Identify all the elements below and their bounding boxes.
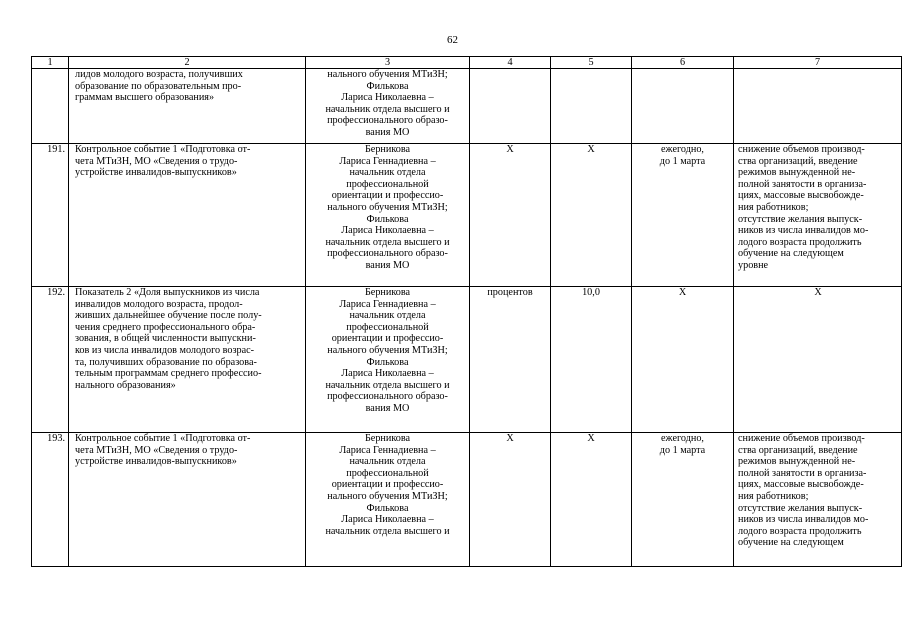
cell-text-line: профессионального образо- (327, 248, 448, 260)
row-risks-cell (734, 144, 902, 287)
cell-text-line: Лариса Николаевна – (341, 514, 434, 526)
cell-text-line: нального обучения МТиЗН; (327, 344, 448, 356)
cell-text-line: уровне (738, 259, 769, 271)
cell-text-line: циях, массовые высвобожде- (738, 190, 864, 202)
table-row (32, 144, 902, 287)
row-value-cell: 10,0 (551, 287, 632, 433)
row-deadline-cell (632, 144, 734, 287)
cell-text-line: зования, в общей численности выпускни- (75, 333, 256, 345)
cell-text-line: обучение на следующем (738, 248, 844, 260)
header-cell: 5 (551, 57, 632, 69)
cell-text-line: Лариса Николаевна – (341, 92, 434, 104)
header-cell: 1 (32, 57, 69, 69)
cell-text-line: полной занятости в организа- (738, 467, 867, 479)
page-number: 62 (447, 34, 458, 46)
header-cell: 7 (734, 57, 902, 69)
cell-text-line: та, получивших образование по образова- (75, 356, 257, 368)
cell-text-line: Х (678, 287, 687, 298)
cell-text-line: ников из числа инвалидов мо- (738, 225, 869, 237)
row-unit-cell: процентов (470, 287, 551, 433)
cell-text-line: ства организаций, введение (738, 444, 858, 456)
cell-text-line: ников из числа инвалидов мо- (738, 514, 869, 526)
cell-text-line: профессионального образо- (327, 391, 448, 403)
row-unit-cell (470, 69, 551, 144)
cell-text-line: тельным программам среднего профессио- (75, 368, 262, 380)
cell-text-line: ства организаций, введение (738, 155, 858, 167)
cell-text-line: инвалидов молодого возраста, продол- (75, 298, 243, 310)
cell-text-line: ориентации и профессио- (331, 333, 444, 345)
cell-text-line: граммам высшего образования» (75, 92, 215, 104)
row-unit-cell: Х (470, 144, 551, 287)
cell-text-line: начальник отдела (349, 310, 426, 322)
row-responsible-cell (306, 287, 470, 433)
table-row (32, 433, 902, 567)
header-cell: 6 (632, 57, 734, 69)
cell-text-line: начальник отдела (349, 456, 426, 468)
cell-text-line: начальник отдела высшего и (325, 525, 450, 537)
cell-text-line: начальник отдела высшего и (325, 379, 450, 391)
cell-text-line: Филькова (366, 80, 409, 92)
row-value-cell (551, 69, 632, 144)
cell-text-line: Филькова (366, 502, 409, 514)
header-cell: 2 (69, 57, 306, 69)
cell-text-line: вания МО (365, 402, 410, 414)
cell-text-line: Лариса Геннадиевна – (339, 298, 436, 310)
cell-text-line: Филькова (366, 356, 409, 368)
cell-text-line: Лариса Николаевна – (341, 368, 434, 380)
cell-text-line: циях, массовые высвобожде- (738, 479, 864, 491)
row-responsible-cell (306, 433, 470, 567)
row-number-cell: 192. (32, 287, 69, 433)
cell-text-line: нального обучения МТиЗН; (327, 490, 448, 502)
cell-text-line: вания МО (365, 259, 410, 271)
row-deadline-cell (632, 287, 734, 433)
row-number-cell: 193. (32, 433, 69, 567)
cell-text-line: устройстве инвалидов-выпускников» (75, 167, 237, 179)
cell-text-line: отсутствие желания выпуск- (738, 502, 863, 514)
cell-text-line: снижение объемов производ- (738, 433, 865, 444)
cell-text-line: Филькова (366, 213, 409, 225)
row-number-cell: 191. (32, 144, 69, 287)
header-cell: 3 (306, 57, 470, 69)
cell-text-line: отсутствие желания выпуск- (738, 213, 863, 225)
row-deadline-cell (632, 433, 734, 567)
cell-text-line: начальник отдела (349, 167, 426, 179)
table-row (32, 69, 902, 144)
cell-text-line: чета МТиЗН, МО «Сведения о трудо- (75, 155, 238, 167)
cell-text-line: лодого возраста продолжить (738, 525, 862, 537)
cell-text-line: профессиональной (346, 467, 429, 479)
header-cell: 4 (470, 57, 551, 69)
cell-text-line: Лариса Геннадиевна – (339, 444, 436, 456)
cell-text-line: ежегодно, (661, 144, 704, 155)
row-value-cell: Х (551, 433, 632, 567)
cell-text-line: ния работников; (738, 201, 809, 213)
cell-text-line: профессионального образо- (327, 115, 448, 127)
cell-text-line: вания МО (365, 126, 410, 138)
cell-text-line: чета МТиЗН, МО «Сведения о трудо- (75, 444, 238, 456)
cell-text-line: начальник отдела высшего и (325, 236, 450, 248)
cell-text-line: устройстве инвалидов-выпускников» (75, 456, 237, 468)
cell-text-line: профессиональной (346, 178, 429, 190)
row-risks-cell (734, 287, 902, 433)
cell-text-line: образование по образовательным про- (75, 80, 242, 92)
row-deadline-cell (632, 69, 734, 144)
cell-text-line: Берникова (364, 144, 411, 155)
cell-text-line: Контрольное событие 1 «Подготовка от- (75, 433, 251, 444)
indicators-table (31, 56, 902, 567)
cell-text-line: ежегодно, (661, 433, 704, 444)
cell-text-line: ния работников; (738, 490, 809, 502)
cell-text-line: ориентации и профессио- (331, 190, 444, 202)
table-row (32, 287, 902, 433)
cell-text-line: Лариса Николаевна – (341, 225, 434, 237)
row-name-cell (69, 433, 306, 567)
table-header-row (32, 57, 902, 69)
cell-text-line: Берникова (364, 287, 411, 298)
cell-text-line: начальник отдела высшего и (325, 103, 450, 115)
cell-text-line: профессиональной (346, 321, 429, 333)
cell-text-line: чения среднего профессионального обра- (75, 321, 256, 333)
row-unit-cell: Х (470, 433, 551, 567)
row-value-cell: Х (551, 144, 632, 287)
cell-text-line: ориентации и профессио- (331, 479, 444, 491)
cell-text-line: снижение объемов производ- (738, 144, 865, 155)
row-responsible-cell (306, 69, 470, 144)
row-risks-cell (734, 69, 902, 144)
row-name-cell (69, 69, 306, 144)
cell-text-line: лидов молодого возраста, получивших (75, 69, 243, 80)
row-risks-cell (734, 433, 902, 567)
cell-text-line: живших дальнейшее обучение после полу- (75, 310, 262, 322)
cell-text-line: до 1 марта (659, 444, 706, 456)
cell-text-line: ков из числа инвалидов молодого возрас- (75, 344, 255, 356)
cell-text-line: нального обучения МТиЗН; (327, 201, 448, 213)
cell-text-line: режимов вынужденной не- (738, 167, 856, 179)
cell-text-line: до 1 марта (659, 155, 706, 167)
cell-text-line: нального образования» (75, 379, 176, 391)
cell-text-line: нального обучения МТиЗН; (327, 69, 448, 80)
cell-text-line: Х (814, 287, 822, 298)
row-number-cell (32, 69, 69, 144)
cell-text-line: Берникова (364, 433, 411, 444)
cell-text-line: Показатель 2 «Доля выпускников из числа (75, 287, 260, 298)
cell-text-line: режимов вынужденной не- (738, 456, 856, 468)
cell-text-line: лодого возраста продолжить (738, 236, 862, 248)
row-name-cell (69, 144, 306, 287)
cell-text-line: обучение на следующем (738, 537, 844, 549)
row-responsible-cell (306, 144, 470, 287)
row-name-cell (69, 287, 306, 433)
cell-text-line: Контрольное событие 1 «Подготовка от- (75, 144, 251, 155)
cell-text-line: полной занятости в организа- (738, 178, 867, 190)
cell-text-line: Лариса Геннадиевна – (339, 155, 436, 167)
